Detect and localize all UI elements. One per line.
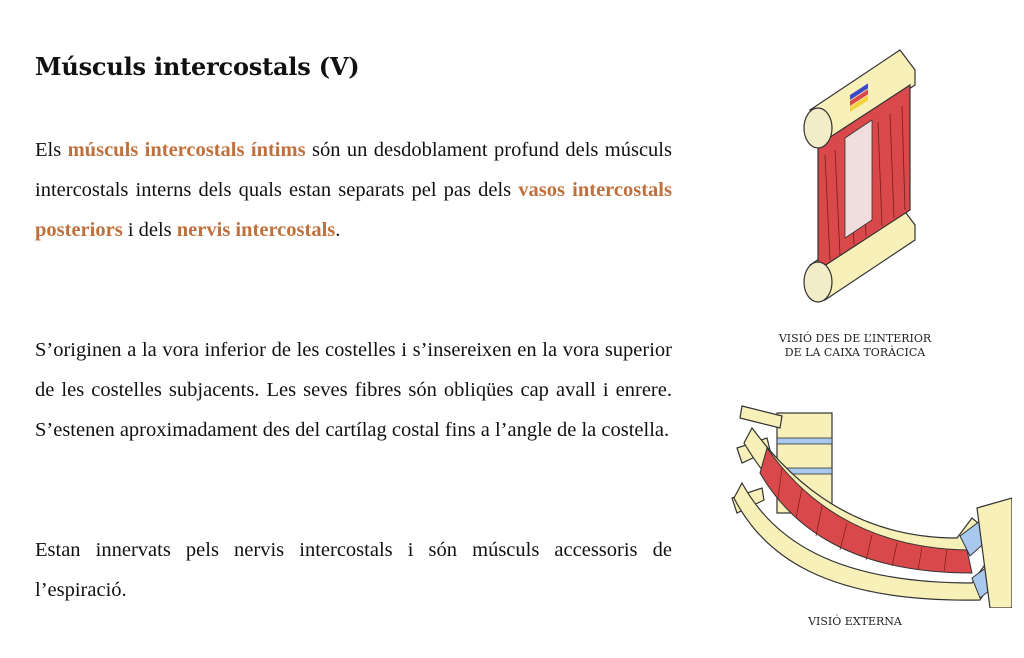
text-run: . <box>335 219 341 241</box>
page-title: Músculs intercostals (V) <box>35 52 360 81</box>
internal-view-illustration <box>790 40 920 330</box>
external-view-illustration <box>722 388 1012 608</box>
paragraph-origin-insertion: S’originen a la vora inferior de les costelles i s’insereixen en la vora superior de les costelles subjacents. Les seves fibres són obliqües cap avall i enrere. S’estenen aproximadament des del cartílag costal fins a l’angle de la costella. <box>35 339 672 441</box>
internal-caption-line2: DE LA CAIXA TORÀCICA <box>784 346 926 359</box>
text-run: Els <box>35 139 68 161</box>
highlight-intimate-muscles: músculs intercostals íntims <box>67 139 306 161</box>
internal-view-caption <box>760 332 950 360</box>
highlight-intercostal-nerves: nervis intercostals <box>176 219 336 241</box>
paragraph-intimate-muscles <box>35 130 672 250</box>
internal-caption-line1: VISIÓ DES DE L’INTERIOR <box>778 332 932 345</box>
text-run: i dels <box>122 219 177 241</box>
text-run: són un desdoblament profund dels músculs intercostals interns dels quals estan separats pel pas dels <box>35 139 672 201</box>
external-view-caption: VISIÓ EXTERNA <box>808 615 902 628</box>
highlight-posterior-vessels: vasos intercostals posteriors <box>35 179 672 241</box>
paragraph-innervation: Estan innervats pels nervis intercostals i són músculs accessoris de l’espiració. <box>35 539 672 601</box>
